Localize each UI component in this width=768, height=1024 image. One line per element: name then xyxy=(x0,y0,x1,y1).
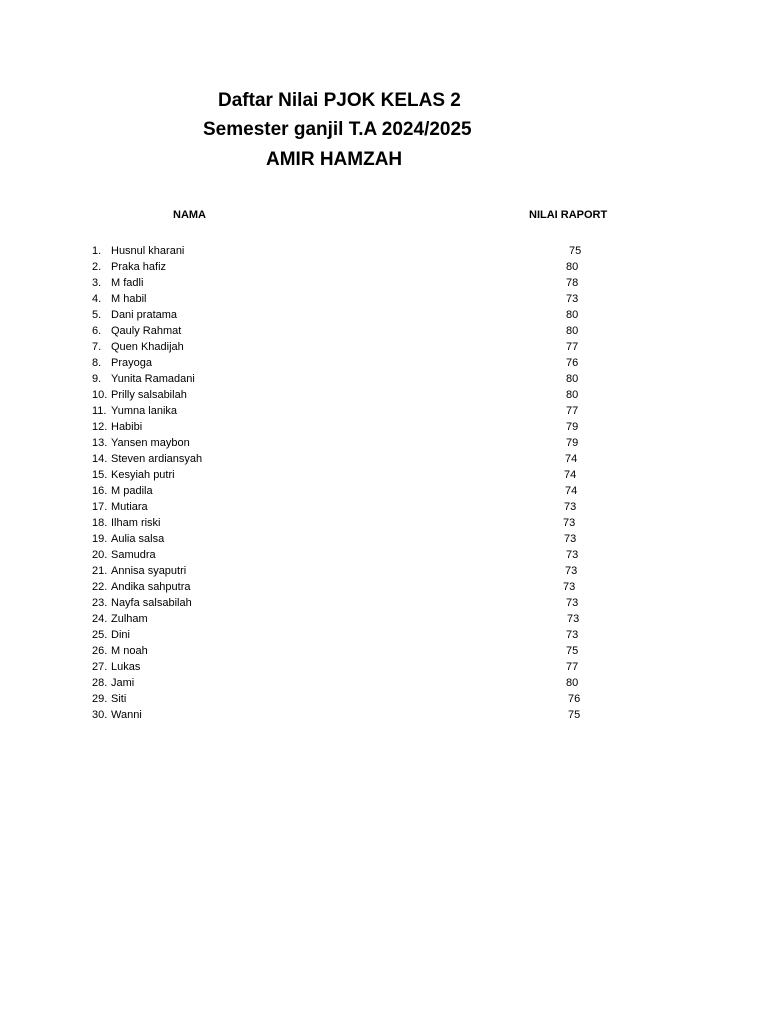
table-row xyxy=(0,515,768,531)
table-row xyxy=(0,259,768,275)
row-number: 7. xyxy=(92,341,102,353)
table-row xyxy=(0,707,768,723)
student-score: 73 xyxy=(564,501,577,513)
table-row xyxy=(0,403,768,419)
table-row xyxy=(0,451,768,467)
student-name: Dini xyxy=(111,629,130,641)
student-score: 78 xyxy=(566,277,579,289)
student-score: 73 xyxy=(566,293,579,305)
student-score: 74 xyxy=(565,485,578,497)
table-row xyxy=(0,291,768,307)
row-number: 12. xyxy=(92,421,108,433)
student-list xyxy=(0,243,768,723)
row-number: 13. xyxy=(92,437,108,449)
row-number: 2. xyxy=(92,261,102,273)
student-score: 74 xyxy=(564,469,577,481)
student-score: 75 xyxy=(568,709,581,721)
row-number: 3. xyxy=(92,277,102,289)
document-subtitle-semester: Semester ganjil T.A 2024/2025 xyxy=(203,119,472,140)
student-score: 77 xyxy=(566,661,579,673)
table-row xyxy=(0,419,768,435)
student-score: 76 xyxy=(566,357,579,369)
row-number: 8. xyxy=(92,357,102,369)
table-row xyxy=(0,323,768,339)
table-row xyxy=(0,339,768,355)
student-name: Andika sahputra xyxy=(111,581,191,593)
table-row xyxy=(0,659,768,675)
row-number: 6. xyxy=(92,325,102,337)
table-row xyxy=(0,307,768,323)
student-score: 80 xyxy=(566,261,579,273)
row-number: 18. xyxy=(92,517,108,529)
row-number: 10. xyxy=(92,389,108,401)
student-name: Jami xyxy=(111,677,135,689)
table-row xyxy=(0,691,768,707)
table-row xyxy=(0,531,768,547)
student-score: 80 xyxy=(566,677,579,689)
student-score: 77 xyxy=(566,405,579,417)
row-number: 19. xyxy=(92,533,108,545)
table-row xyxy=(0,643,768,659)
student-score: 75 xyxy=(569,245,582,257)
student-score: 74 xyxy=(565,453,578,465)
row-number: 1. xyxy=(92,245,102,257)
student-score: 73 xyxy=(563,517,576,529)
student-name: Kesyiah putri xyxy=(111,469,175,481)
student-name: Prayoga xyxy=(111,357,152,369)
student-score: 73 xyxy=(566,629,579,641)
student-name: M padila xyxy=(111,485,153,497)
student-score: 79 xyxy=(566,437,579,449)
row-number: 16. xyxy=(92,485,108,497)
student-name: Dani pratama xyxy=(111,309,178,321)
row-number: 15. xyxy=(92,469,108,481)
student-name: Yumna lanika xyxy=(111,405,178,417)
student-name: Samudra xyxy=(111,549,156,561)
student-score: 73 xyxy=(566,597,579,609)
student-score: 77 xyxy=(566,341,579,353)
student-score: 73 xyxy=(566,549,579,561)
document-title: Daftar Nilai PJOK KELAS 2 xyxy=(218,90,461,111)
student-score: 73 xyxy=(567,613,580,625)
student-name: Wanni xyxy=(111,709,142,721)
table-row xyxy=(0,371,768,387)
row-number: 20. xyxy=(92,549,108,561)
table-row xyxy=(0,499,768,515)
student-name: M habil xyxy=(111,293,147,305)
student-score: 73 xyxy=(563,581,576,593)
student-score: 75 xyxy=(566,645,579,657)
row-number: 28. xyxy=(92,677,108,689)
student-name: Quen Khadijah xyxy=(111,341,184,353)
student-name: Yansen maybon xyxy=(111,437,190,449)
table-row xyxy=(0,467,768,483)
row-number: 25. xyxy=(92,629,108,641)
student-name: M noah xyxy=(111,645,148,657)
table-row xyxy=(0,483,768,499)
student-score: 80 xyxy=(566,309,579,321)
student-name: Siti xyxy=(111,693,127,705)
student-name: Annisa syaputri xyxy=(111,565,187,577)
table-row xyxy=(0,675,768,691)
table-row xyxy=(0,547,768,563)
student-name: M fadli xyxy=(111,277,144,289)
row-number: 22. xyxy=(92,581,108,593)
student-name: Qauly Rahmat xyxy=(111,325,182,337)
row-number: 9. xyxy=(92,373,102,385)
column-header-score: NILAI RAPORT xyxy=(529,209,608,221)
student-name: Lukas xyxy=(111,661,141,673)
table-row xyxy=(0,595,768,611)
student-score: 80 xyxy=(566,389,579,401)
document-subtitle-teacher: AMIR HAMZAH xyxy=(266,149,403,170)
row-number: 26. xyxy=(92,645,108,657)
row-number: 30. xyxy=(92,709,108,721)
student-score: 73 xyxy=(564,533,577,545)
row-number: 5. xyxy=(92,309,102,321)
table-row xyxy=(0,355,768,371)
student-name: Prilly salsabilah xyxy=(111,389,187,401)
student-score: 80 xyxy=(566,325,579,337)
student-name: Praka hafiz xyxy=(111,261,167,273)
student-name: Aulia salsa xyxy=(111,533,165,545)
row-number: 11. xyxy=(92,405,107,417)
student-score: 73 xyxy=(565,565,578,577)
student-name: Zulham xyxy=(111,613,148,625)
row-number: 21. xyxy=(92,565,108,577)
table-row xyxy=(0,611,768,627)
table-row xyxy=(0,627,768,643)
student-name: Habibi xyxy=(111,421,143,433)
row-number: 29. xyxy=(92,693,108,705)
student-score: 79 xyxy=(566,421,579,433)
row-number: 17. xyxy=(92,501,108,513)
table-row xyxy=(0,435,768,451)
table-row xyxy=(0,275,768,291)
table-row xyxy=(0,563,768,579)
table-row xyxy=(0,243,768,259)
table-row xyxy=(0,387,768,403)
student-name: Husnul kharani xyxy=(111,245,185,257)
row-number: 24. xyxy=(92,613,108,625)
student-name: Steven ardiansyah xyxy=(111,453,203,465)
row-number: 27. xyxy=(92,661,108,673)
student-name: Nayfa salsabilah xyxy=(111,597,192,609)
column-header-name: NAMA xyxy=(173,209,206,221)
student-name: Mutiara xyxy=(111,501,148,513)
student-name: Ilham riski xyxy=(111,517,161,529)
student-score: 76 xyxy=(568,693,581,705)
student-score: 80 xyxy=(566,373,579,385)
row-number: 4. xyxy=(92,293,102,305)
student-name: Yunita Ramadani xyxy=(111,373,195,385)
row-number: 23. xyxy=(92,597,108,609)
table-row xyxy=(0,579,768,595)
row-number: 14. xyxy=(92,453,108,465)
